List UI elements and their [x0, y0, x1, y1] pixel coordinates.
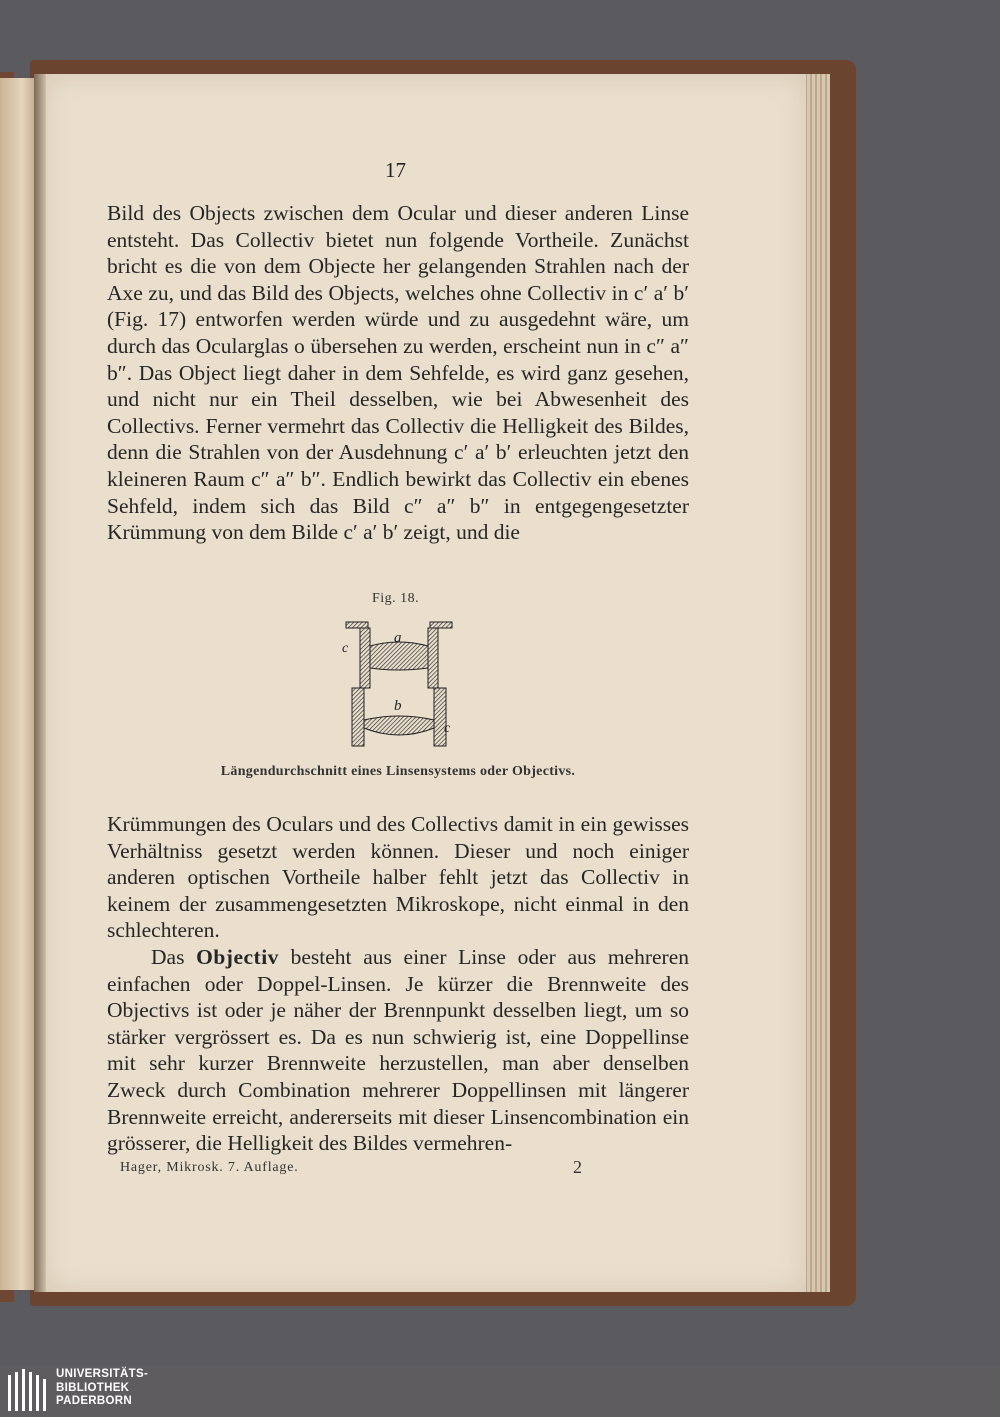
text-block-bottom	[107, 944, 689, 1157]
library-line-1: UNIVERSITÄTS-	[56, 1368, 149, 1380]
library-line-3: PADERBORN	[56, 1395, 132, 1407]
library-name	[56, 1368, 148, 1409]
spine-shadow	[34, 74, 46, 1292]
paragraph-2: Krümmungen des Oculars und des Collectivs damit in ein gewisses Verhältniss gesetzt werden können. Dieser und noch einiger anderen optischen Vortheile halber fehlt jetzt das Collectiv in keinem der zusammengesetzten Mikroskope, nicht einmal in den schlechteren.	[107, 812, 689, 943]
right-flange	[430, 622, 452, 628]
text-block-top	[107, 200, 689, 546]
lower-lens	[364, 716, 434, 735]
library-line-2: BIBLIOTHEK	[56, 1381, 130, 1394]
upper-lens	[370, 642, 428, 670]
signature-line: Hager, Mikrosk. 7. Auflage.	[120, 1160, 299, 1175]
figure-letter-a: a	[394, 630, 402, 646]
figure-caption: Längendurchschnitt eines Linsensystems oder Objectivs.	[220, 764, 576, 779]
figure-label: Fig. 18.	[372, 591, 420, 606]
library-logo-icon	[6, 1369, 50, 1415]
figure-letter-c-left: c	[342, 641, 349, 656]
figure-letter-b: b	[394, 698, 402, 714]
paragraph-1: Bild des Objects zwischen dem Ocular und dieser anderen Linse entsteht. Das Collectiv bietet nun folgende Vortheile. Zunächst bricht es die von dem Objecte her gelangenden Strahlen nach der Axe zu, und das Bild des Objects, welches ohne Collectiv in c′ a′ b′ (Fig. 17) entworfen werden würde und zu ausgedehnt wäre, um durch das Ocularglas o übersehen zu werden, erscheint nun in c″ a″ b″. Das Object liegt daher in dem Sehfelde, es wird ganz gesehen, und nicht nur ein Theil desselben, wie bei Abwesenheit des Collectivs. Ferner vermehrt das Collectiv die Helligkeit des Bildes, denn die Strahlen von der Ausdehnung c′ a′ b′ erleuchten jetzt den kleineren Raum c″ a″ b″. Endlich bewirkt das Collectiv ein ebenes Sehfeld, indem sich das Bild c″ a″ b″ in entgegengesetzter Krümmung von dem Bilde c′ a′ b′ zeigt, und die	[107, 201, 689, 545]
right-lower-wall	[434, 688, 446, 746]
left-flange	[346, 622, 368, 628]
right-upper-wall	[428, 628, 438, 688]
objective-lens-diagram	[334, 616, 464, 754]
page-number: 17	[385, 158, 406, 182]
paragraph-3	[107, 944, 689, 1157]
term-objectiv: Objectiv	[196, 945, 279, 969]
left-upper-wall	[360, 628, 370, 688]
left-lower-wall	[352, 688, 364, 746]
figure-letter-c-right: c	[444, 721, 451, 736]
text-block-middle	[107, 811, 689, 944]
library-bar	[0, 1366, 1000, 1417]
paragraph-3-rest: besteht aus einer Linse oder aus mehreren einfachen oder Doppel-Linsen. Je kürzer die Brennweite des Objectivs ist oder je näher der Brennpunkt desselben liegt, um so stärker vergrössert es. Da es nun schwierig ist, eine Doppellinse mit sehr kurzer Brennweite herzustellen, man aber denselben Zweck durch Combination mehrerer Doppellinsen mit längerer Brennweite erreicht, andererseits mit dieser Linsencombination ein grösserer, die Helligkeit des Bildes vermehren-	[107, 945, 690, 1156]
sheet-number: 2	[573, 1157, 582, 1177]
paragraph-3-start: Das	[151, 945, 197, 969]
